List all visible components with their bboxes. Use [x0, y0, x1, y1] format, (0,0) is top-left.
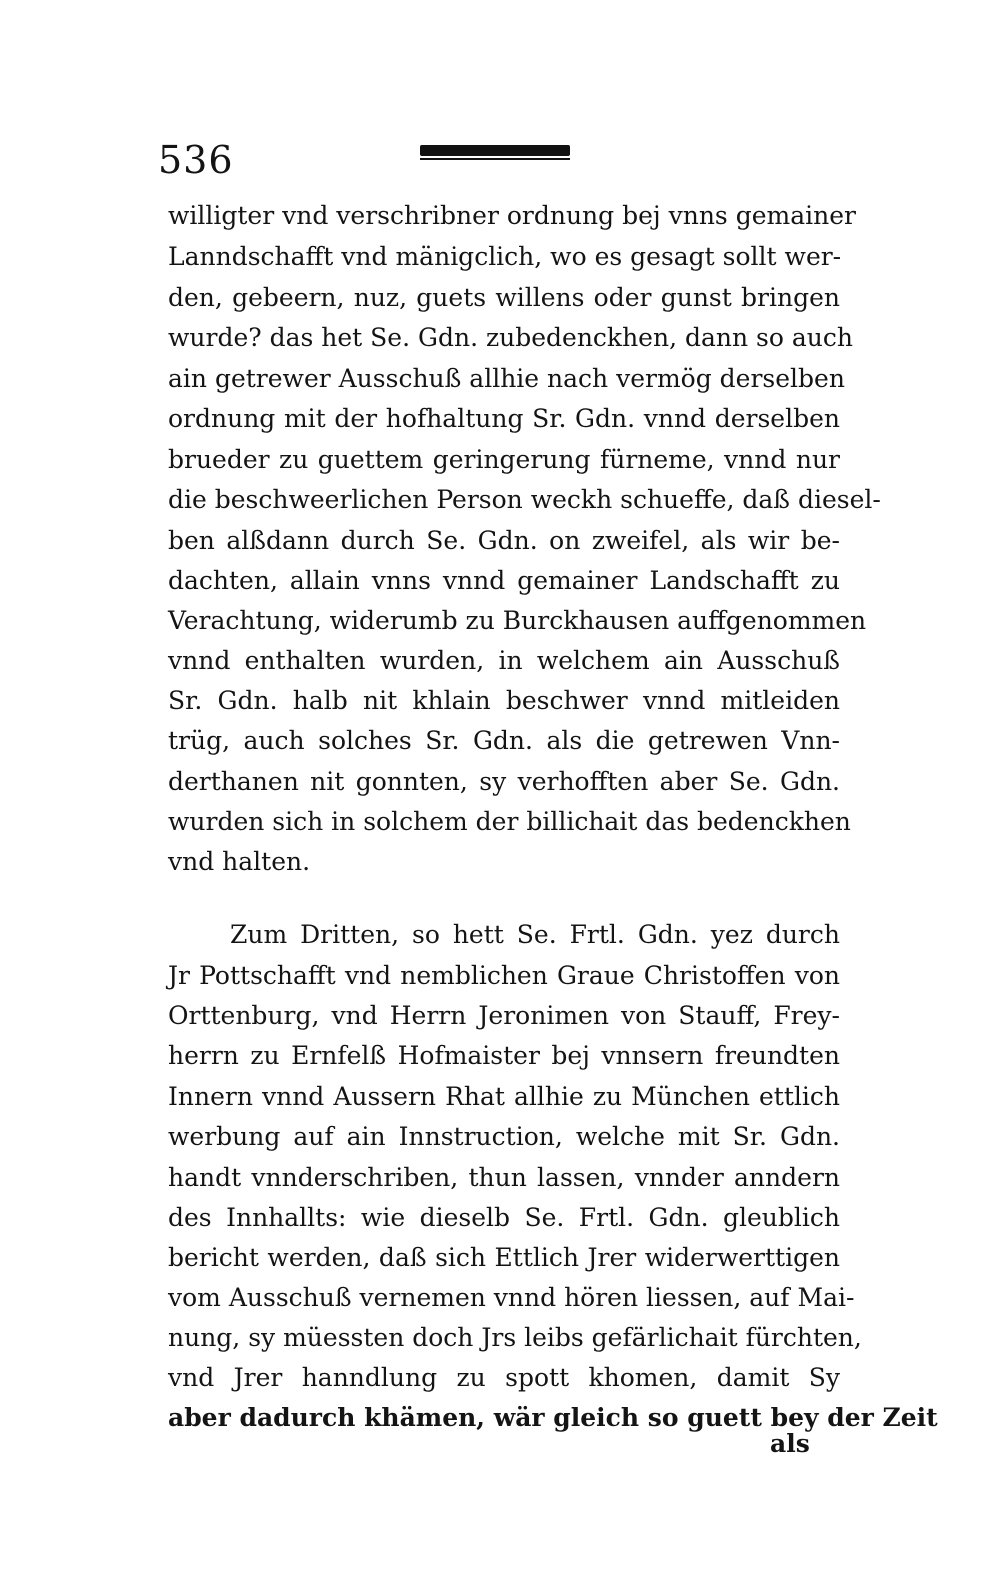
- text-line: wurden sich in solchem der billichait das bedenckhen: [168, 807, 851, 836]
- text-line: die beschweerlichen Person weckh schueffe, daß diesel-: [168, 485, 881, 514]
- text-line: aber dadurch khämen, wär gleich so guett bey der Zeit: [168, 1403, 938, 1432]
- text-line: Jr Pottschafft vnd nemblichen Graue Christoffen von: [168, 961, 840, 990]
- text-line: Lanndschafft vnd mänigclich, wo es gesagt sollt wer-: [168, 242, 842, 271]
- catchword: als: [770, 1429, 810, 1458]
- text-line: willigter vnd verschribner ordnung bej vnns gemainer: [168, 201, 856, 230]
- text-line: Zum Dritten, so hett Se. Frtl. Gdn. yez durch: [230, 920, 840, 949]
- text-line: Orttenburg, vnd Herrn Jeronimen von Stauff, Frey-: [168, 1001, 840, 1030]
- text-line: derthanen nit gonnten, sy verhofften aber Se. Gdn.: [168, 767, 840, 796]
- text-line: vnd halten.: [168, 847, 311, 876]
- text-line: des Innhallts: wie dieselb Se. Frtl. Gdn. gleublich: [168, 1203, 840, 1232]
- text-line: handt vnnderschriben, thun lassen, vnnder anndern: [168, 1163, 840, 1192]
- text-line: trüg, auch solches Sr. Gdn. als die getrewen Vnn-: [168, 726, 840, 755]
- text-line: bericht werden, daß sich Ettlich Jrer widerwerttigen: [168, 1243, 840, 1272]
- text-line: Verachtung, widerumb zu Burckhausen auffgenommen: [168, 606, 867, 635]
- text-line: den, gebeern, nuz, guets willens oder gunst bringen: [168, 283, 840, 312]
- text-line: dachten, allain vnns vnnd gemainer Landschafft zu: [168, 566, 840, 595]
- page-number: 536: [158, 138, 234, 182]
- text-line: ben alßdann durch Se. Gdn. on zweifel, als wir be-: [168, 526, 840, 555]
- text-line: brueder zu guettem geringerung fürneme, vnnd nur: [168, 445, 840, 474]
- text-line: werbung auf ain Innstruction, welche mit Sr. Gdn.: [168, 1122, 840, 1151]
- text-line: ordnung mit der hofhaltung Sr. Gdn. vnnd derselben: [168, 404, 840, 433]
- text-line: ain getrewer Ausschuß allhie nach vermög derselben: [168, 364, 845, 393]
- text-line: Innern vnnd Aussern Rhat allhie zu München ettlich: [168, 1082, 840, 1111]
- text-line: vom Ausschuß vernemen vnnd hören liessen, auf Mai-: [168, 1283, 855, 1312]
- text-line: vnnd enthalten wurden, in welchem ain Ausschuß: [168, 646, 840, 675]
- header-rule: [420, 145, 570, 156]
- text-line: Sr. Gdn. halb nit khlain beschwer vnnd mitleiden: [168, 686, 840, 715]
- text-line: wurde? das het Se. Gdn. zubedenckhen, dann so auch: [168, 323, 853, 352]
- text-line: herrn zu Ernfelß Hofmaister bej vnnsern freundten: [168, 1041, 840, 1070]
- text-line: nung, sy müessten doch Jrs leibs gefärlichait fürchten,: [168, 1323, 862, 1352]
- text-line: vnd Jrer hanndlung zu spott khomen, damit Sy: [168, 1363, 840, 1392]
